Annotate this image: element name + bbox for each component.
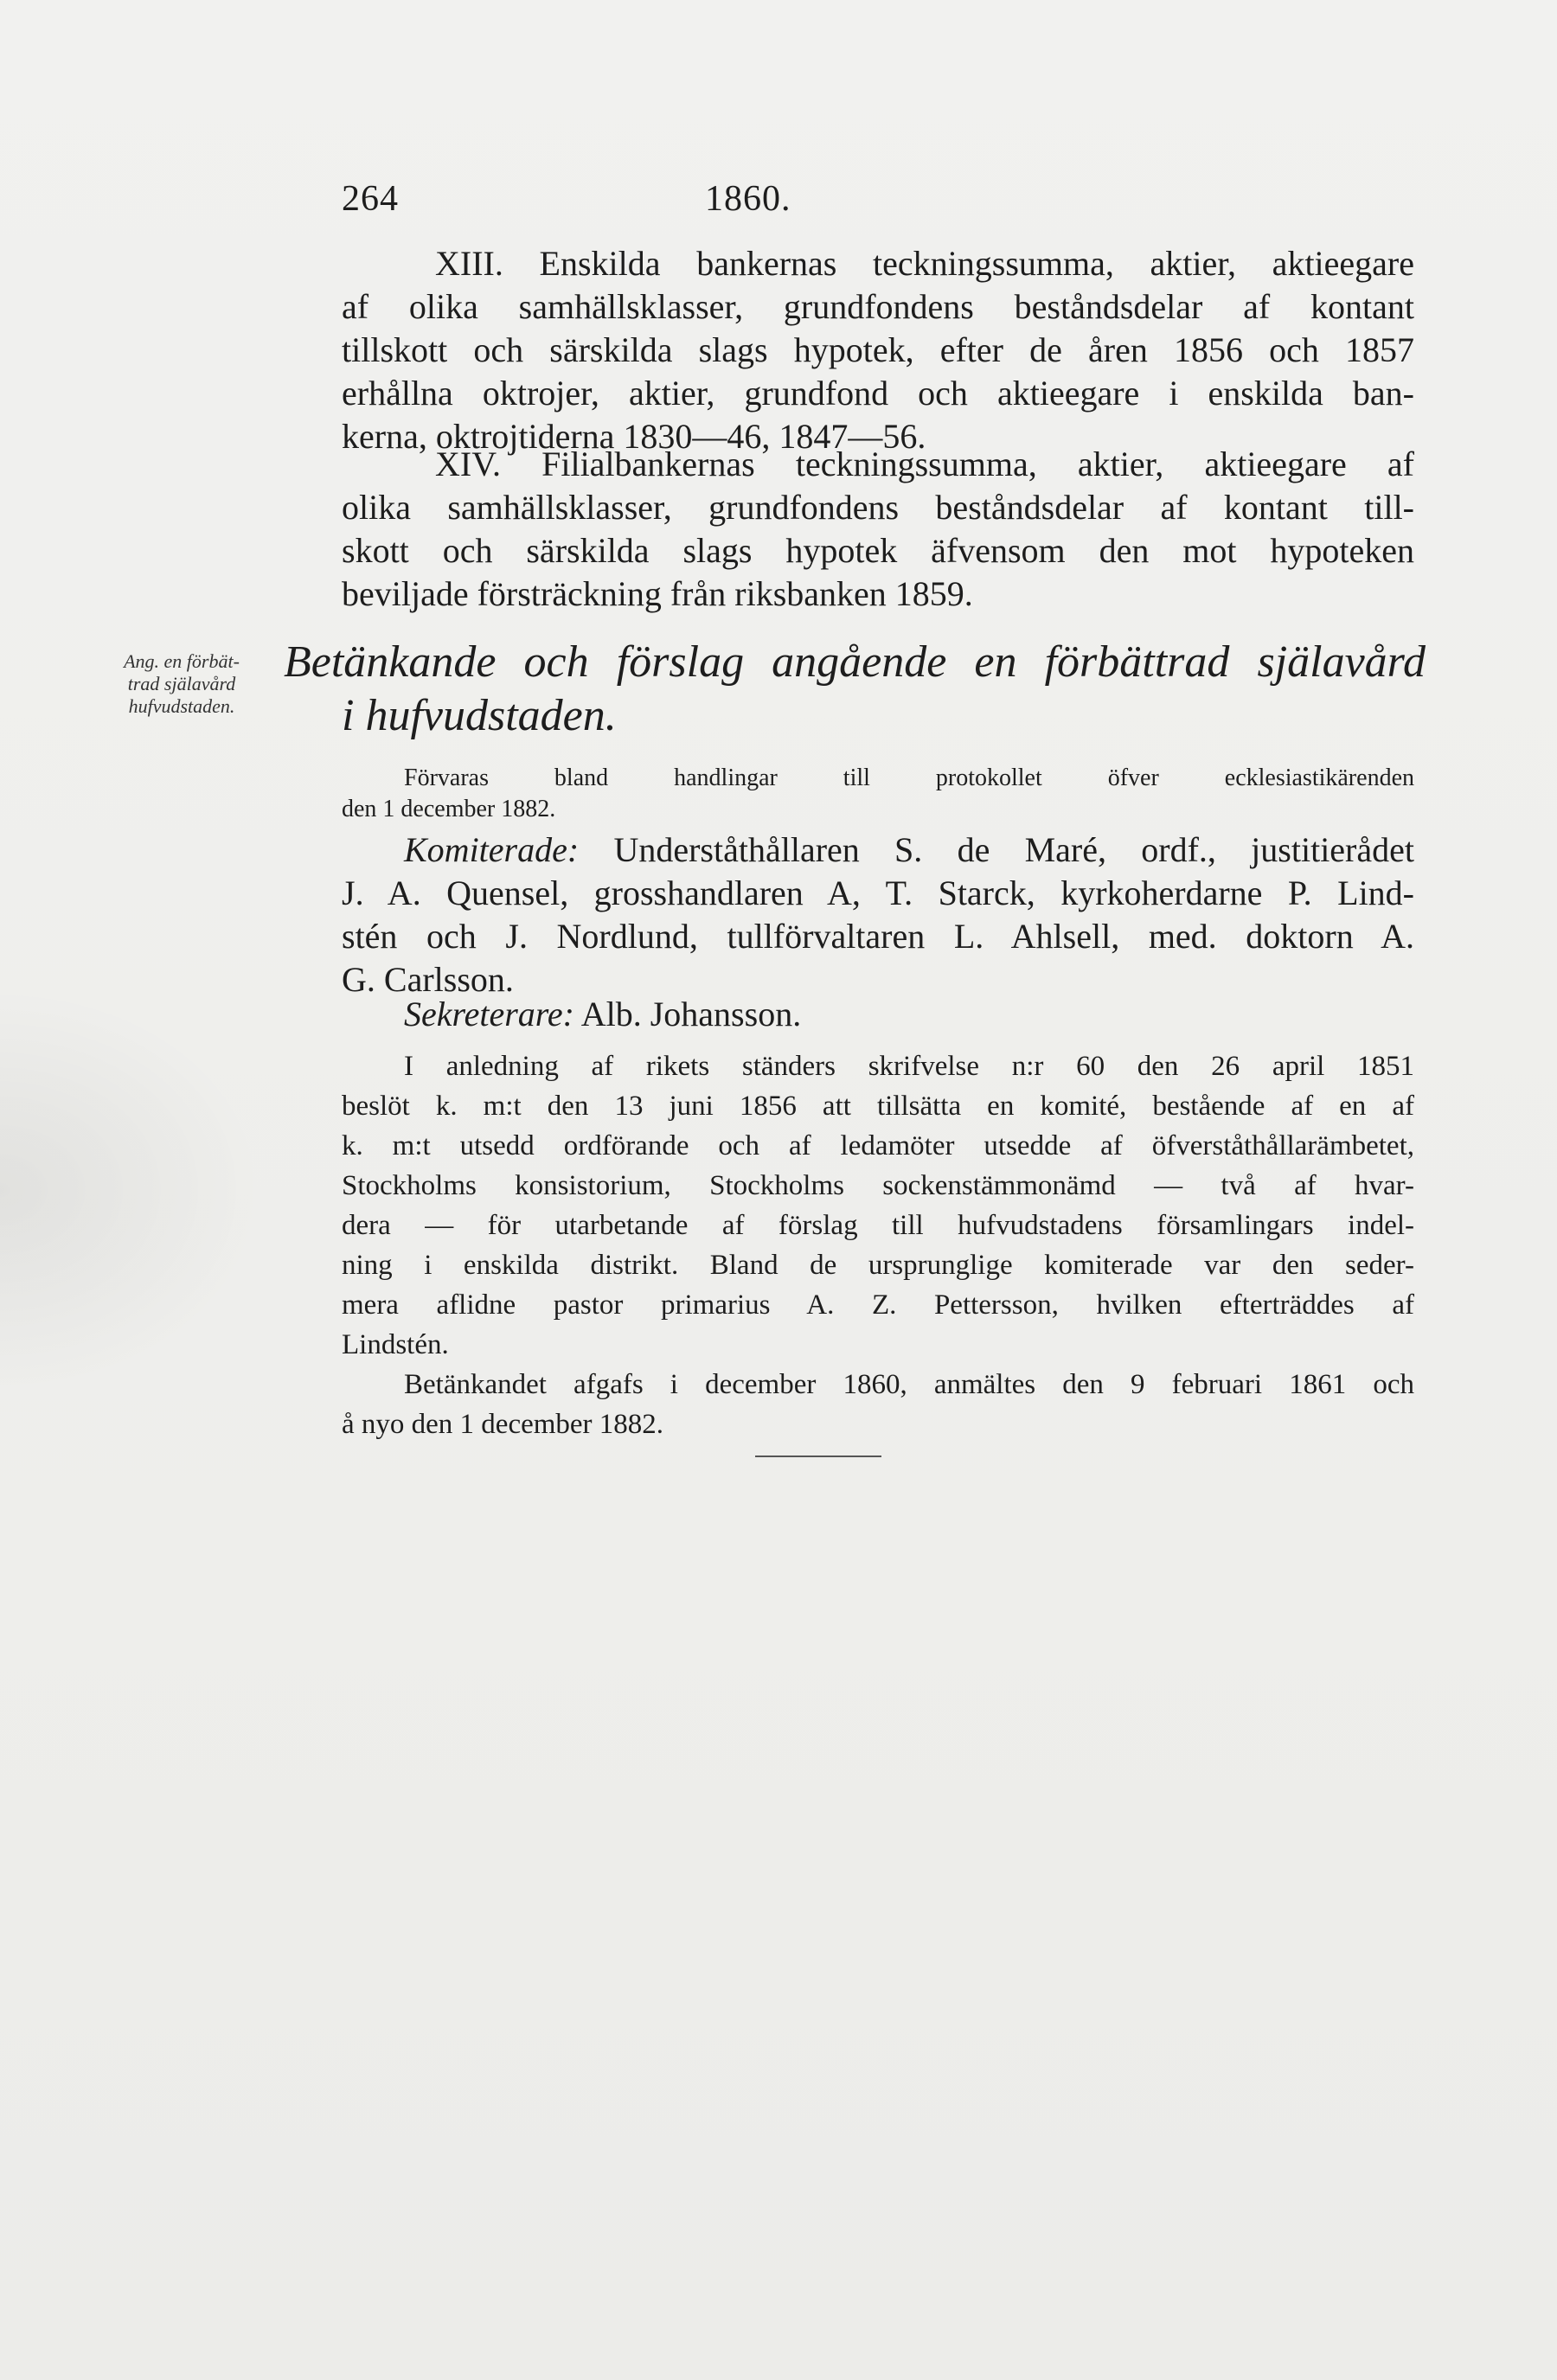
note-line: den 1 december 1882. (342, 796, 556, 822)
paragraph-line: mera aflidne pastor primarius A. Z. Pettersson, hvilken efterträddes af (342, 1289, 1414, 1321)
committee-label: Komiterade: (404, 830, 580, 869)
note-line: Förvaras bland handlingar till protokollet öfver ecklesiastikärenden (404, 765, 1414, 791)
margin-note-line: Ang. en förbät- (124, 650, 240, 672)
secretary-label: Sekreterare: (404, 995, 574, 1033)
text-line: tillskott och särskilda slags hypotek, efter de åren 1856 och 1857 (342, 330, 1414, 369)
page-header (342, 178, 791, 220)
paragraph-line: Lindstén. (342, 1329, 449, 1360)
committee-line (342, 829, 1414, 872)
secretary-name: Alb. Johansson. (580, 995, 802, 1033)
title-line: i hufvudstaden. (342, 691, 617, 740)
committee-members (342, 829, 1414, 1001)
committee-line: G. Carlsson. (342, 960, 514, 999)
title-line: Betänkande och förslag angående en förbättrad själavård (284, 637, 1426, 687)
paragraph-line: I anledning af rikets ständers skrifvelse n:r 60 den 26 april 1851 (404, 1051, 1414, 1082)
text-line: XIII. Enskilda bankernas teckningssumma, aktier, aktieegare (435, 244, 1414, 283)
paragraph-line: ning i enskilda distrikt. Bland de ursprunglige komiterade var den seder- (342, 1250, 1414, 1281)
margin-note (95, 650, 268, 718)
committee-text: Underståthållaren S. de Maré, ordf., justitierådet (613, 830, 1414, 869)
paragraph-line: k. m:t utsedd ordförande och af ledamöter utsedde af öfverståthållarämbetet, (342, 1130, 1414, 1161)
page-number: 264 (342, 179, 399, 219)
secretary (342, 993, 801, 1036)
paragraph-line: dera — för utarbetande af förslag till hufvudstadens församlingars indel- (342, 1210, 1414, 1241)
section-xiv (342, 443, 1414, 616)
section-xiii (342, 242, 1414, 458)
text-line: olika samhällsklasser, grundfondens beståndsdelar af kontant till- (342, 488, 1414, 527)
committee-line: stén och J. Nordlund, tullförvaltaren L. Ahlsell, med. doktorn A. (342, 917, 1414, 956)
committee-line: J. A. Quensel, grosshandlaren A, T. Starck, kyrkoherdarne P. Lind- (342, 873, 1414, 912)
section-title (284, 636, 1426, 743)
paragraph-line: Stockholms konsistorium, Stockholms sockenstämmonämd — två af hvar- (342, 1170, 1414, 1201)
margin-note-line: trad själavård (127, 673, 236, 694)
closing-rule (755, 1456, 881, 1457)
text-line: XIV. Filialbankernas teckningssumma, aktier, aktieegare af (435, 445, 1414, 483)
text-line: erhållna oktrojer, aktier, grundfond och aktieegare i enskilda ban- (342, 374, 1414, 413)
margin-note-line: hufvudstaden. (128, 695, 235, 717)
archive-note (342, 763, 1414, 825)
text-line: beviljade försträckning från riksbanken 1859. (342, 574, 973, 613)
paragraph-line: å nyo den 1 december 1882. (342, 1409, 664, 1440)
paragraph-line: Betänkandet afgafs i december 1860, anmältes den 9 februari 1861 och (404, 1369, 1414, 1400)
text-line: af olika samhällsklasser, grundfondens beståndsdelar af kontant (342, 287, 1414, 326)
text-line: skott och särskilda slags hypotek äfvensom den mot hypoteken (342, 531, 1414, 570)
body-text (342, 1046, 1414, 1444)
header-year: 1860. (705, 179, 791, 219)
text-line: kerna, oktrojtiderna 1830—46, 1847—56. (342, 417, 926, 456)
paragraph-line: beslöt k. m:t den 13 juni 1856 att tillsätta en komité, bestående af en af (342, 1091, 1414, 1122)
